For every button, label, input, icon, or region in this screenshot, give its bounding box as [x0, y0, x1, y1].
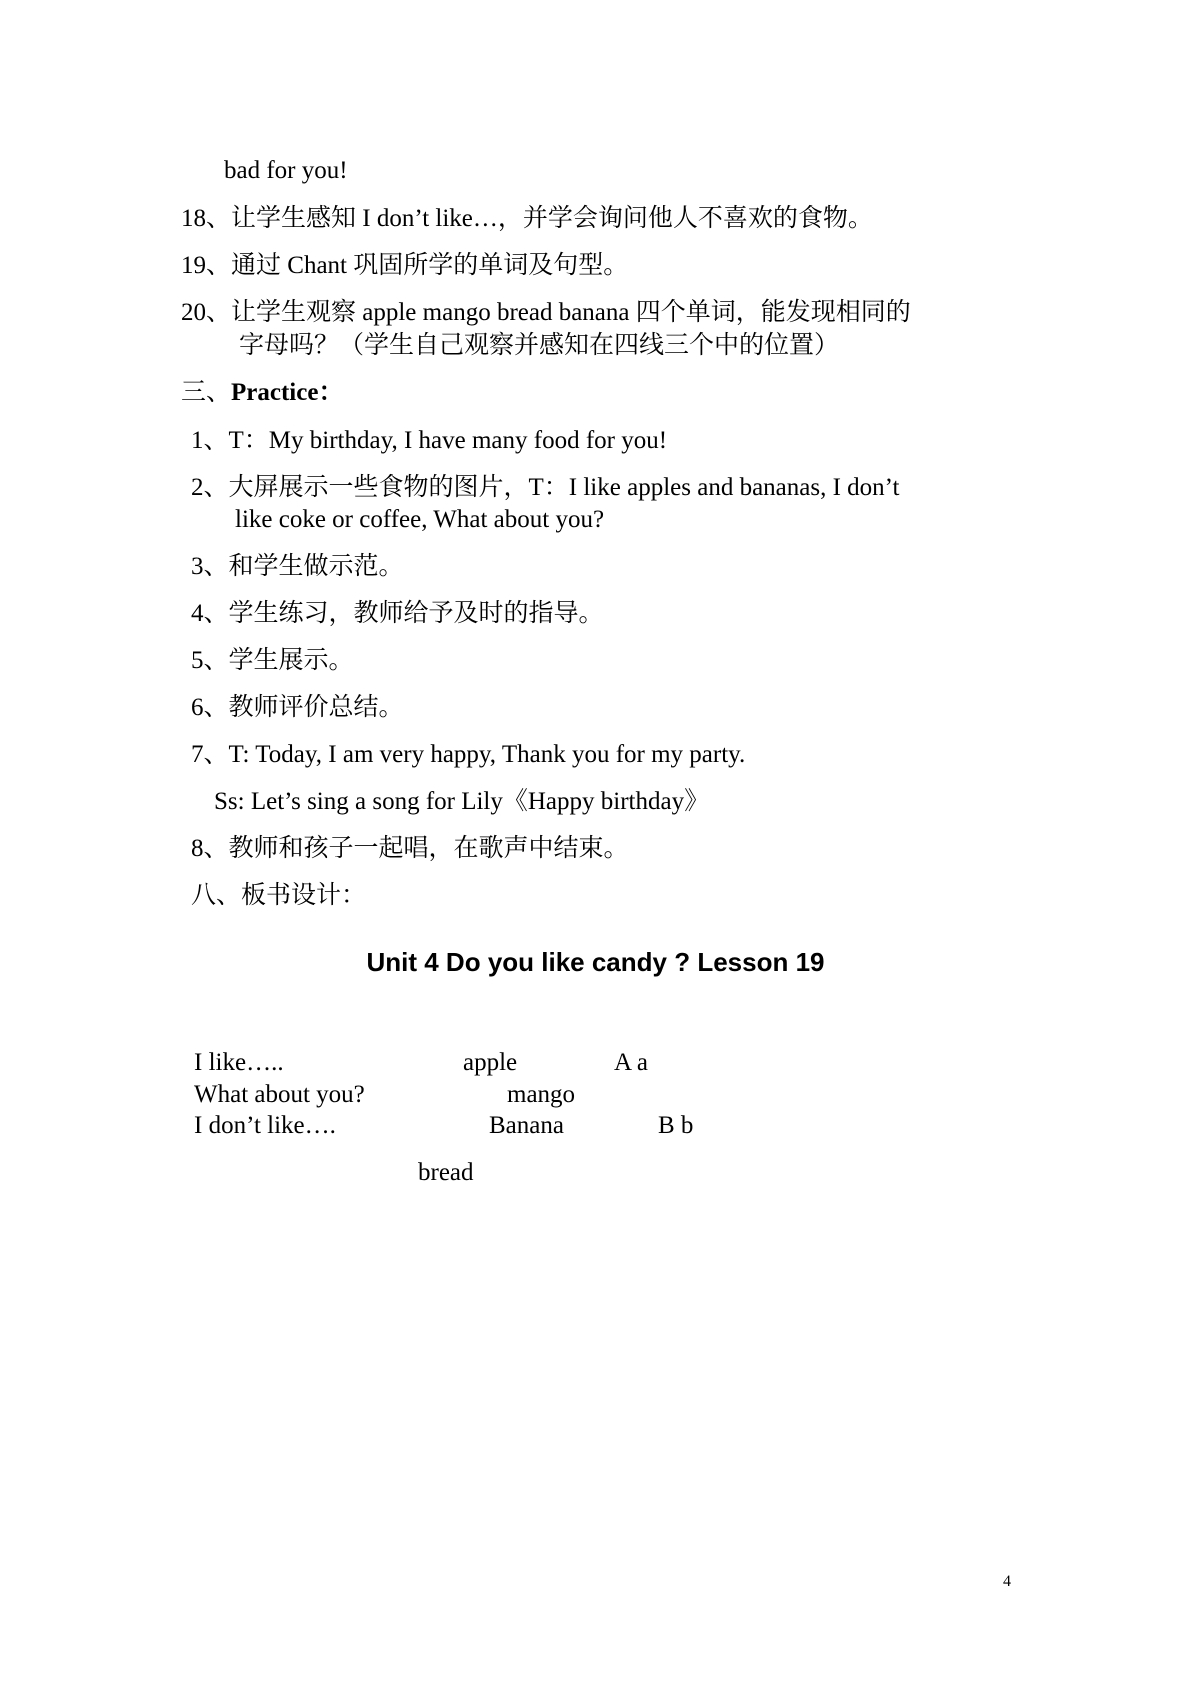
item-text: 和学生做示范。: [228, 553, 404, 580]
item-number: 8、: [191, 835, 229, 862]
practice-item-6: [191, 692, 404, 724]
practice-item-2-continued: like coke or coffee, What about you?: [235, 506, 605, 533]
item-number: 2、: [191, 474, 229, 501]
board-design-heading: 八、板书设计：: [191, 882, 367, 909]
item-text: 教师和孩子一起唱，在歌声中结束。: [228, 835, 629, 862]
page-number: 4: [1003, 1573, 1011, 1590]
board-word-bread: bread: [418, 1159, 474, 1186]
practice-item-5: [191, 645, 354, 677]
step-20: [181, 297, 911, 329]
item-text-line1: 大屏展示一些食物的图片，T：I like apples and bananas, I don’t: [228, 474, 900, 501]
practice-item-2: [191, 472, 899, 504]
board-letter-b: B b: [658, 1112, 694, 1139]
item-number: 7、: [191, 741, 229, 768]
item-text: 教师评价总结。: [228, 694, 404, 721]
continuation-line: bad for you!: [224, 157, 348, 184]
board-word-apple: apple: [463, 1049, 518, 1076]
item-number: 3、: [191, 553, 229, 580]
step-text: 通过 Chant 巩固所学的单词及句型。: [231, 252, 629, 279]
item-text: 学生展示。: [228, 647, 354, 674]
practice-item-8: [191, 833, 629, 865]
item-number: 4、: [191, 600, 229, 627]
practice-item-1: [191, 425, 667, 457]
item-number: 1、: [191, 427, 229, 454]
practice-item-7: [191, 739, 745, 771]
board-letter-a: A a: [614, 1049, 649, 1076]
board-phrase-what-about: What about you?: [194, 1081, 365, 1108]
practice-item-7-response: Ss: Let’s sing a song for Lily《Happy birthday》: [214, 788, 710, 815]
item-text: 学生练习，教师给予及时的指导。: [228, 600, 604, 627]
step-19: [181, 250, 628, 282]
step-number: 18、: [181, 205, 232, 232]
section-prefix: 三、: [181, 379, 232, 406]
board-phrase-dont-like: I don’t like….: [194, 1112, 336, 1139]
practice-item-4: [191, 598, 604, 630]
practice-heading: [181, 377, 343, 409]
board-phrase-like: I like…..: [194, 1049, 284, 1076]
step-text-line1: 让学生观察 apple mango bread banana 四个单词，能发现相同的: [231, 299, 911, 326]
item-text: T: Today, I am very happy, Thank you for my party.: [228, 741, 746, 768]
board-title: Unit 4 Do you like candy ? Lesson 19: [366, 947, 825, 977]
item-number: 5、: [191, 647, 229, 674]
step-number: 19、: [181, 252, 232, 279]
item-number: 6、: [191, 694, 229, 721]
section-title: Practice：: [231, 379, 344, 406]
board-word-banana: Banana: [489, 1112, 564, 1139]
step-20-continued: 字母吗？（学生自己观察并感知在四线三个中的位置）: [239, 332, 840, 359]
step-18: [181, 203, 873, 235]
step-text: 让学生感知 I don’t like…，并学会询问他人不喜欢的食物。: [231, 205, 873, 232]
practice-item-3: [191, 551, 404, 583]
board-word-mango: mango: [507, 1081, 576, 1108]
item-text: T：My birthday, I have many food for you!: [228, 427, 668, 454]
step-number: 20、: [181, 299, 232, 326]
